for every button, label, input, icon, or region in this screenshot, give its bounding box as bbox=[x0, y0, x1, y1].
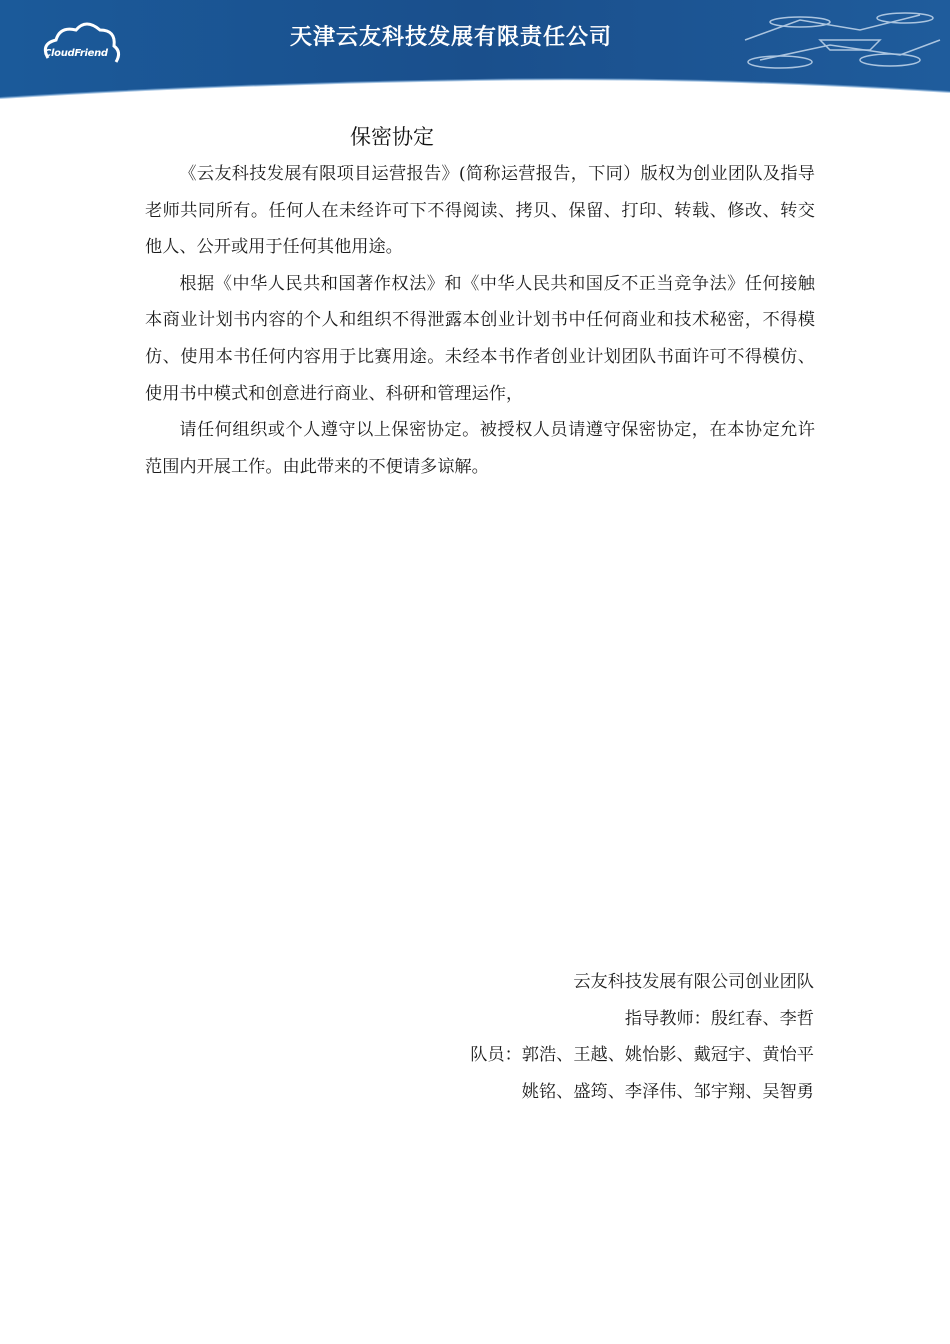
signature-members: 队员：郭浩、王越、姚怡影、戴冠宇、黄怡平 bbox=[470, 1045, 814, 1066]
logo-text: CloudFriend bbox=[44, 48, 108, 59]
company-name: 天津云友科技发展有限责任公司 bbox=[290, 25, 613, 50]
signature-team: 云友科技发展有限公司创业团队 bbox=[573, 972, 814, 992]
signature-block bbox=[394, 964, 814, 1110]
paragraph: 根据《中华人民共和国著作权法》和《中华人民共和国反不正当竞争法》任何接触本商业计划书内容的个人和组织不得泄露本创业计划书中任何商业和技术秘密，不得模仿、使用本书任何内容用于比赛用途。未经本书作者创业计划团队书面许可不得模仿、使用书中模式和创意进行商业、科研和管理运作， bbox=[145, 273, 815, 404]
page-header-banner bbox=[0, 0, 950, 100]
document-body bbox=[145, 156, 815, 485]
signature-advisors: 指导教师：殷红春、李哲 bbox=[624, 1008, 814, 1029]
signature-members: 姚铭、盛筠、李泽伟、邹宇翔、吴智勇 bbox=[521, 1081, 814, 1102]
paragraph: 《云友科技发展有限项目运营报告》(简称运营报告，下同）版权为创业团队及指导老师共同所有。任何人在未经许可下不得阅读、拷贝、保留、打印、转载、修改、转交他人、公开或用于任何其他用途。 bbox=[145, 164, 815, 258]
paragraph: 请任何组织或个人遵守以上保密协定。被授权人员请遵守保密协定，在本协定允许范围内开展工作。由此带来的不便请多谅解。 bbox=[145, 420, 815, 477]
document-title: 保密协定 bbox=[350, 125, 434, 149]
